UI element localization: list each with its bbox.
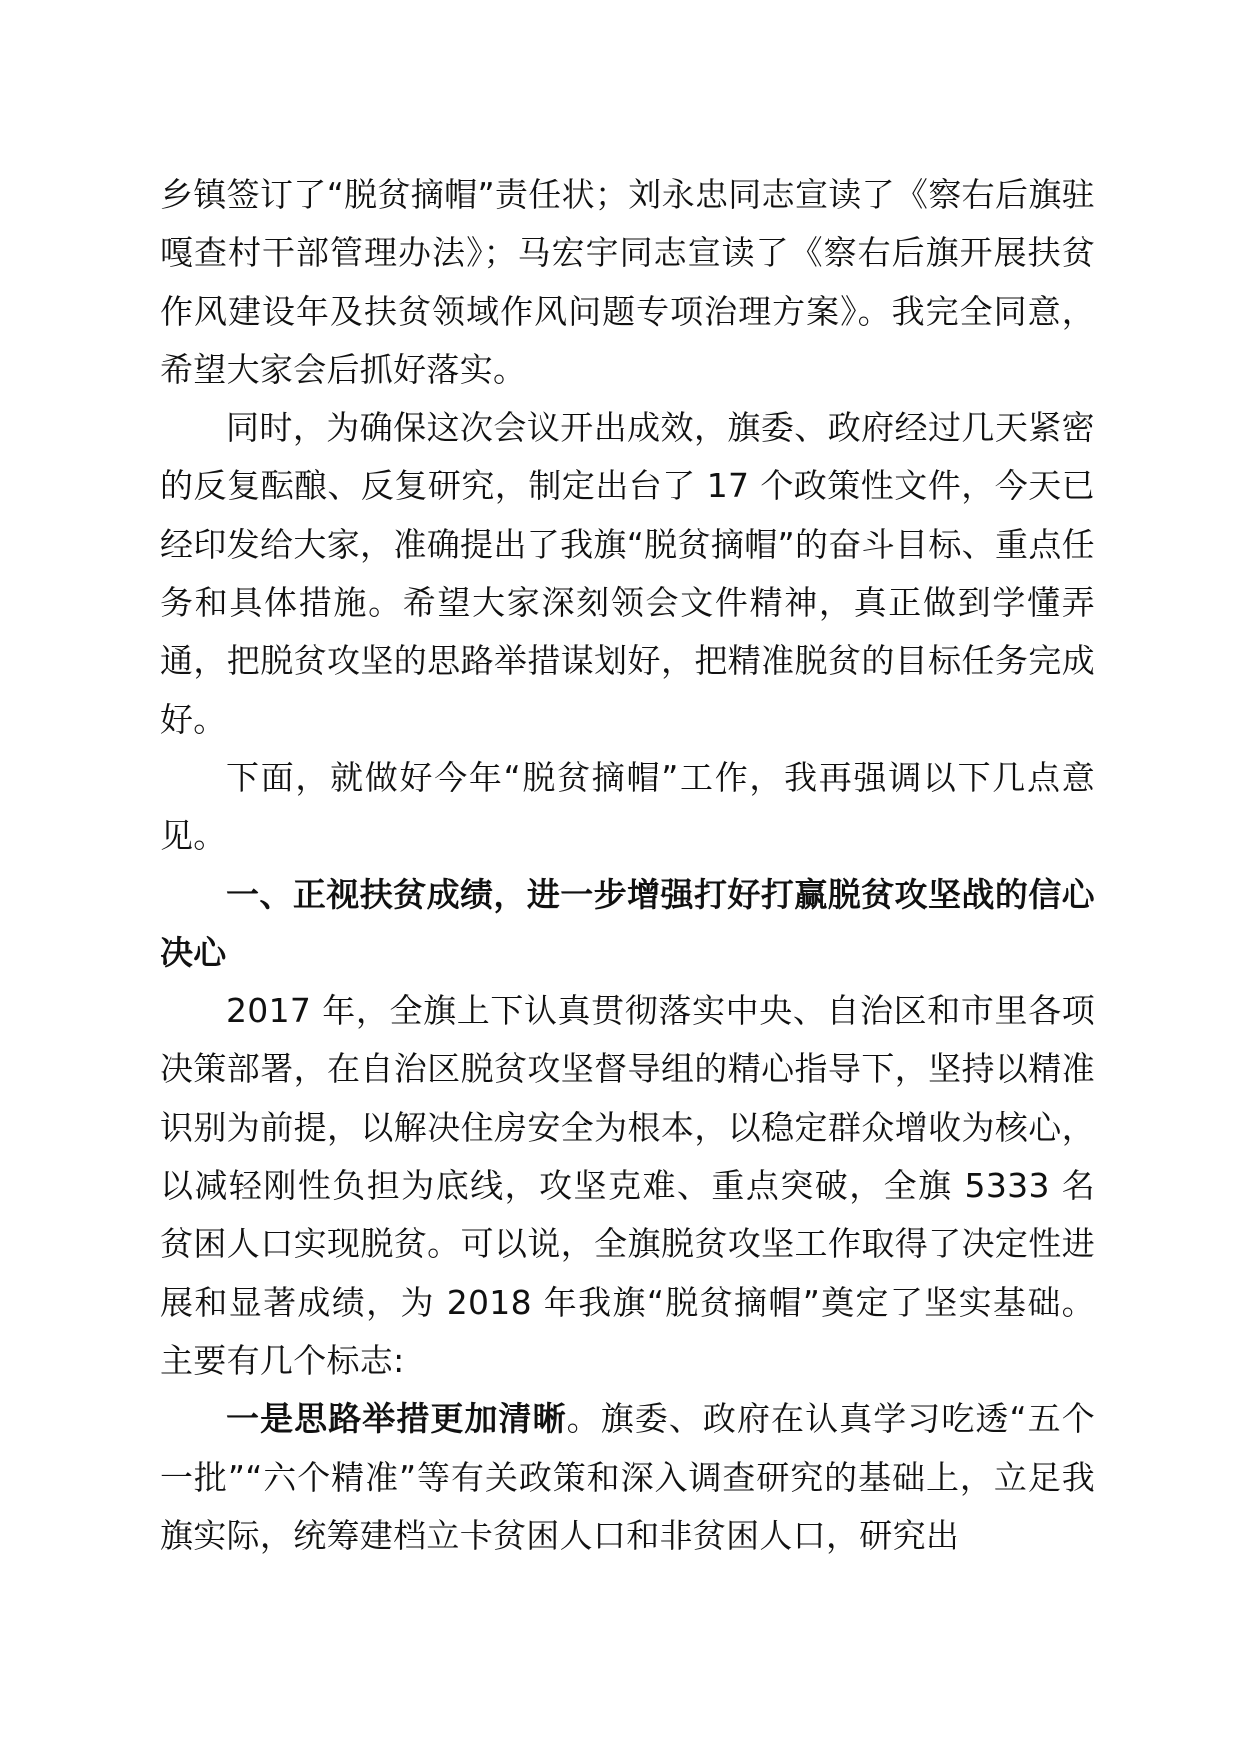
paragraph-introduction: 下面，就做好今年“脱贫摘帽”工作，我再强调以下几点意见。 xyxy=(160,757,1095,856)
paragraph-2017-achievements: 2017 年，全旗上下认真贯彻落实中央、自治区和市里各项决策部署，在自治区脱贫攻坚督导组的精心指导下，坚持以精准识别为前提，以解决住房安全为根本，以稳定群众增收为核心，以减轻刚性负担为底线，攻坚克难、重点突破，全旗 5333 名贫困人口实现脱贫。可以说，全旗脱贫攻坚工作取得了决定性进展和显著成绩，为 2018 年我旗“脱贫摘帽”奠定了坚实基础。主要有几个标志: xyxy=(160,991,1095,1380)
paragraph-lead-continuation: 。旗委、政府在认真学习吃透“五个一批”“六个精准”等有关政策和深入调查研究的基础上，立足我旗实际，统筹建档立卡贫困人口和非贫困人口，研究出 xyxy=(160,1399,1095,1555)
section-heading-1: 一、正视扶贫成绩，进一步增强打好打赢脱贫攻坚战的信心决心 xyxy=(160,874,1095,972)
paragraph-responsibility-letters: 乡镇签订了“脱贫摘帽”责任状；刘永忠同志宣读了《察右后旗驻嘎查村干部管理办法》；马宏宇同志宣读了《察右后旗开展扶贫作风建设年及扶贫领域作风问题专项治理方案》。我完全同意，希望大家会后抓好落实。 xyxy=(160,175,1095,389)
paragraph-clear-approach xyxy=(160,1390,1095,1565)
document-body xyxy=(160,166,1095,1565)
paragraph-lead-phrase: 一是思路举措更加清晰 xyxy=(226,1399,567,1439)
paragraph-policy-documents: 同时，为确保这次会议开出成效，旗委、政府经过几天紧密的反复酝酿、反复研究，制定出台了 17 个政策性文件，今天已经印发给大家，准确提出了我旗“脱贫摘帽”的奋斗目标、重点任务和具体措施。希望大家深刻领会文件精神，真正做到学懂弄通，把脱贫攻坚的思路举措谋划好，把精准脱贫的目标任务完成好。 xyxy=(160,408,1095,739)
